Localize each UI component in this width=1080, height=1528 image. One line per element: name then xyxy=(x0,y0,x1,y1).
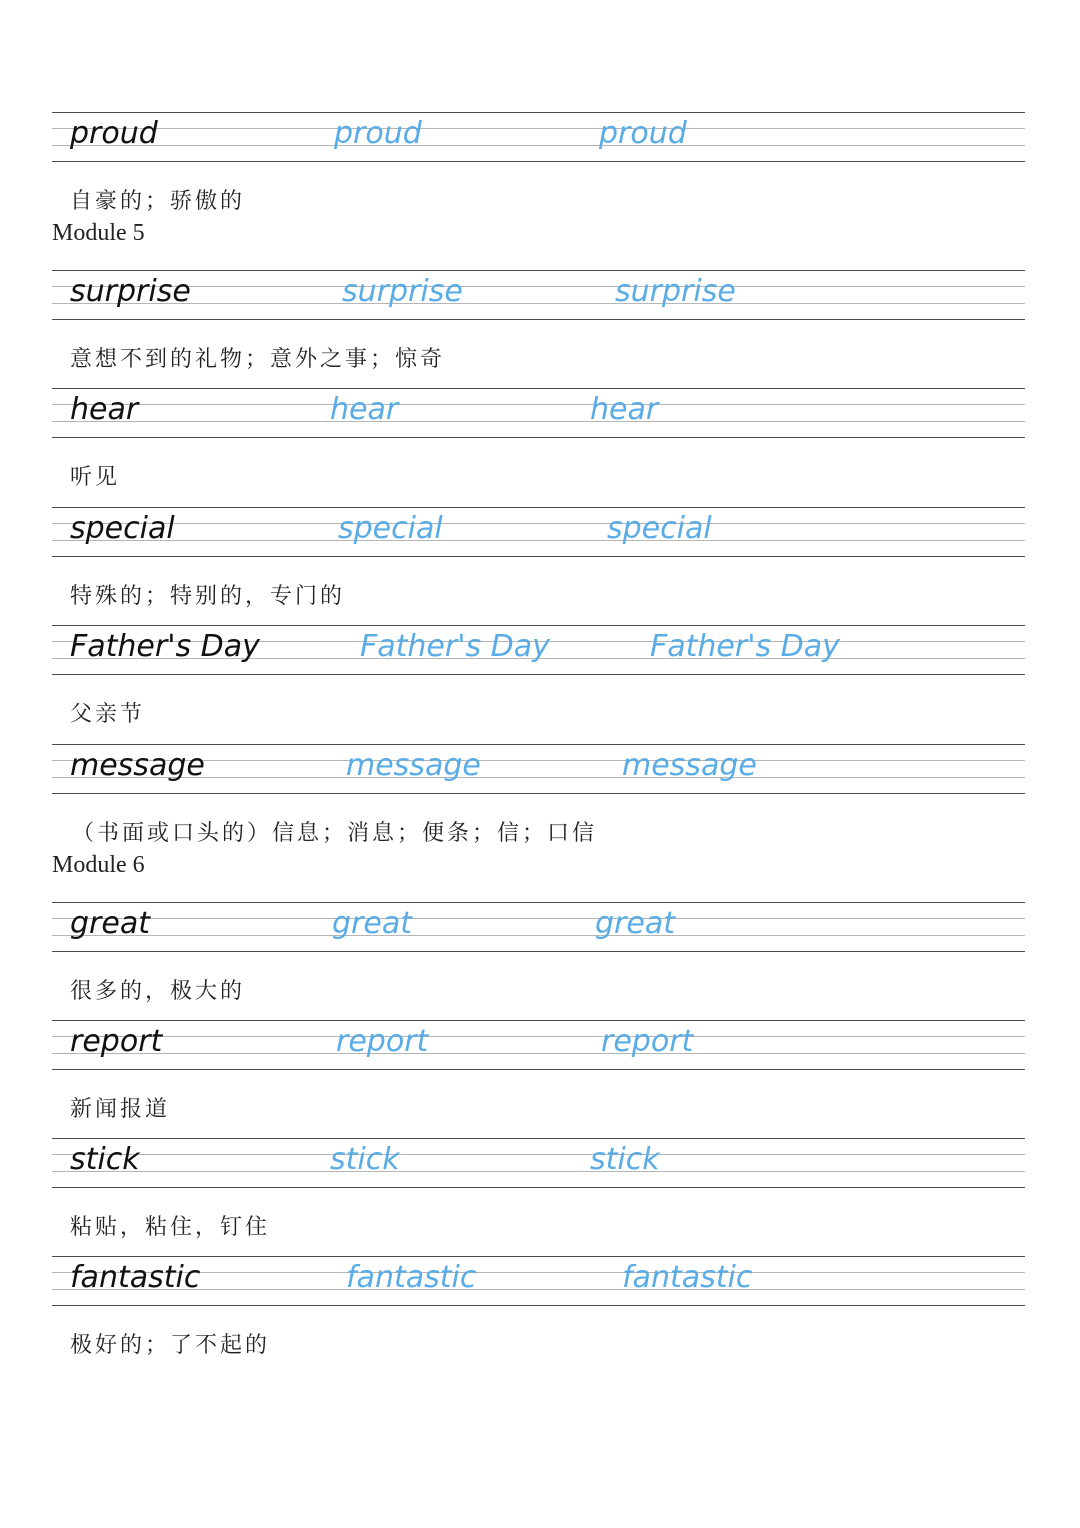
word-trace: report xyxy=(336,1024,429,1059)
rule-line xyxy=(52,1305,1025,1306)
rule-line xyxy=(52,793,1025,794)
rule-line xyxy=(52,507,1025,508)
word-trace: surprise xyxy=(342,274,463,309)
word-model: report xyxy=(70,1024,163,1059)
word-trace: fantastic xyxy=(346,1260,477,1295)
word-trace: fantastic xyxy=(622,1260,753,1295)
writing-row-report xyxy=(52,1020,1025,1070)
module-heading: Module 5 xyxy=(52,220,145,246)
rule-line xyxy=(52,1020,1025,1021)
writing-row-fathers-day xyxy=(52,625,1025,675)
rule-line xyxy=(52,270,1025,271)
word-model: hear xyxy=(70,392,139,427)
rule-line xyxy=(52,935,1025,936)
writing-row-fantastic xyxy=(52,1256,1025,1306)
rule-line xyxy=(52,437,1025,438)
word-trace: hear xyxy=(330,392,399,427)
word-trace: hear xyxy=(590,392,659,427)
rule-line xyxy=(52,1171,1025,1172)
rule-line xyxy=(52,421,1025,422)
rule-line xyxy=(52,1036,1025,1037)
word-trace: stick xyxy=(590,1142,660,1177)
word-model: fantastic xyxy=(70,1260,201,1295)
rule-line xyxy=(52,112,1025,113)
rule-line xyxy=(52,1053,1025,1054)
word-model: Father's Day xyxy=(70,629,260,664)
word-meaning: 父亲节 xyxy=(70,702,146,727)
writing-row-stick xyxy=(52,1138,1025,1188)
word-meaning: 听见 xyxy=(70,465,121,490)
writing-row-message xyxy=(52,744,1025,794)
word-meaning: 意想不到的礼物；意外之事；惊奇 xyxy=(70,347,446,372)
word-meaning: 粘贴，粘住，钉住 xyxy=(70,1215,271,1240)
rule-line xyxy=(52,540,1025,541)
rule-line xyxy=(52,161,1025,162)
rule-line xyxy=(52,286,1025,287)
rule-line xyxy=(52,319,1025,320)
rule-line xyxy=(52,951,1025,952)
rule-line xyxy=(52,902,1025,903)
word-meaning: （书面或口头的）信息；消息；便条；信；口信 xyxy=(72,821,598,846)
word-trace: message xyxy=(622,748,757,783)
rule-line xyxy=(52,674,1025,675)
word-model: stick xyxy=(70,1142,140,1177)
writing-row-special xyxy=(52,507,1025,557)
word-model: surprise xyxy=(70,274,191,309)
word-trace: message xyxy=(346,748,481,783)
word-trace: proud xyxy=(599,116,687,151)
rule-line xyxy=(52,1069,1025,1070)
writing-row-great xyxy=(52,902,1025,952)
word-trace: special xyxy=(607,511,712,546)
rule-line xyxy=(52,145,1025,146)
rule-line xyxy=(52,1138,1025,1139)
word-trace: great xyxy=(332,906,412,941)
word-trace: Father's Day xyxy=(650,629,840,664)
writing-row-proud xyxy=(52,112,1025,162)
word-meaning: 特殊的；特别的，专门的 xyxy=(70,584,346,609)
rule-line xyxy=(52,918,1025,919)
word-meaning: 很多的，极大的 xyxy=(70,979,246,1004)
rule-line xyxy=(52,303,1025,304)
writing-row-surprise xyxy=(52,270,1025,320)
word-trace: Father's Day xyxy=(360,629,550,664)
word-trace: report xyxy=(601,1024,694,1059)
word-meaning: 自豪的；骄傲的 xyxy=(70,189,246,214)
word-model: special xyxy=(70,511,175,546)
module-heading: Module 6 xyxy=(52,852,145,878)
rule-line xyxy=(52,1187,1025,1188)
word-meaning: 新闻报道 xyxy=(70,1097,171,1122)
rule-line xyxy=(52,523,1025,524)
word-trace: surprise xyxy=(615,274,736,309)
word-model: proud xyxy=(70,116,158,151)
word-trace: proud xyxy=(334,116,422,151)
rule-line xyxy=(52,388,1025,389)
rule-line xyxy=(52,404,1025,405)
writing-row-hear xyxy=(52,388,1025,438)
word-trace: stick xyxy=(330,1142,400,1177)
word-trace: special xyxy=(338,511,443,546)
rule-line xyxy=(52,128,1025,129)
rule-line xyxy=(52,625,1025,626)
word-model: great xyxy=(70,906,150,941)
rule-line xyxy=(52,1154,1025,1155)
word-model: message xyxy=(70,748,205,783)
word-trace: great xyxy=(595,906,675,941)
rule-line xyxy=(52,556,1025,557)
word-meaning: 极好的；了不起的 xyxy=(70,1333,271,1358)
rule-line xyxy=(52,744,1025,745)
rule-line xyxy=(52,1256,1025,1257)
